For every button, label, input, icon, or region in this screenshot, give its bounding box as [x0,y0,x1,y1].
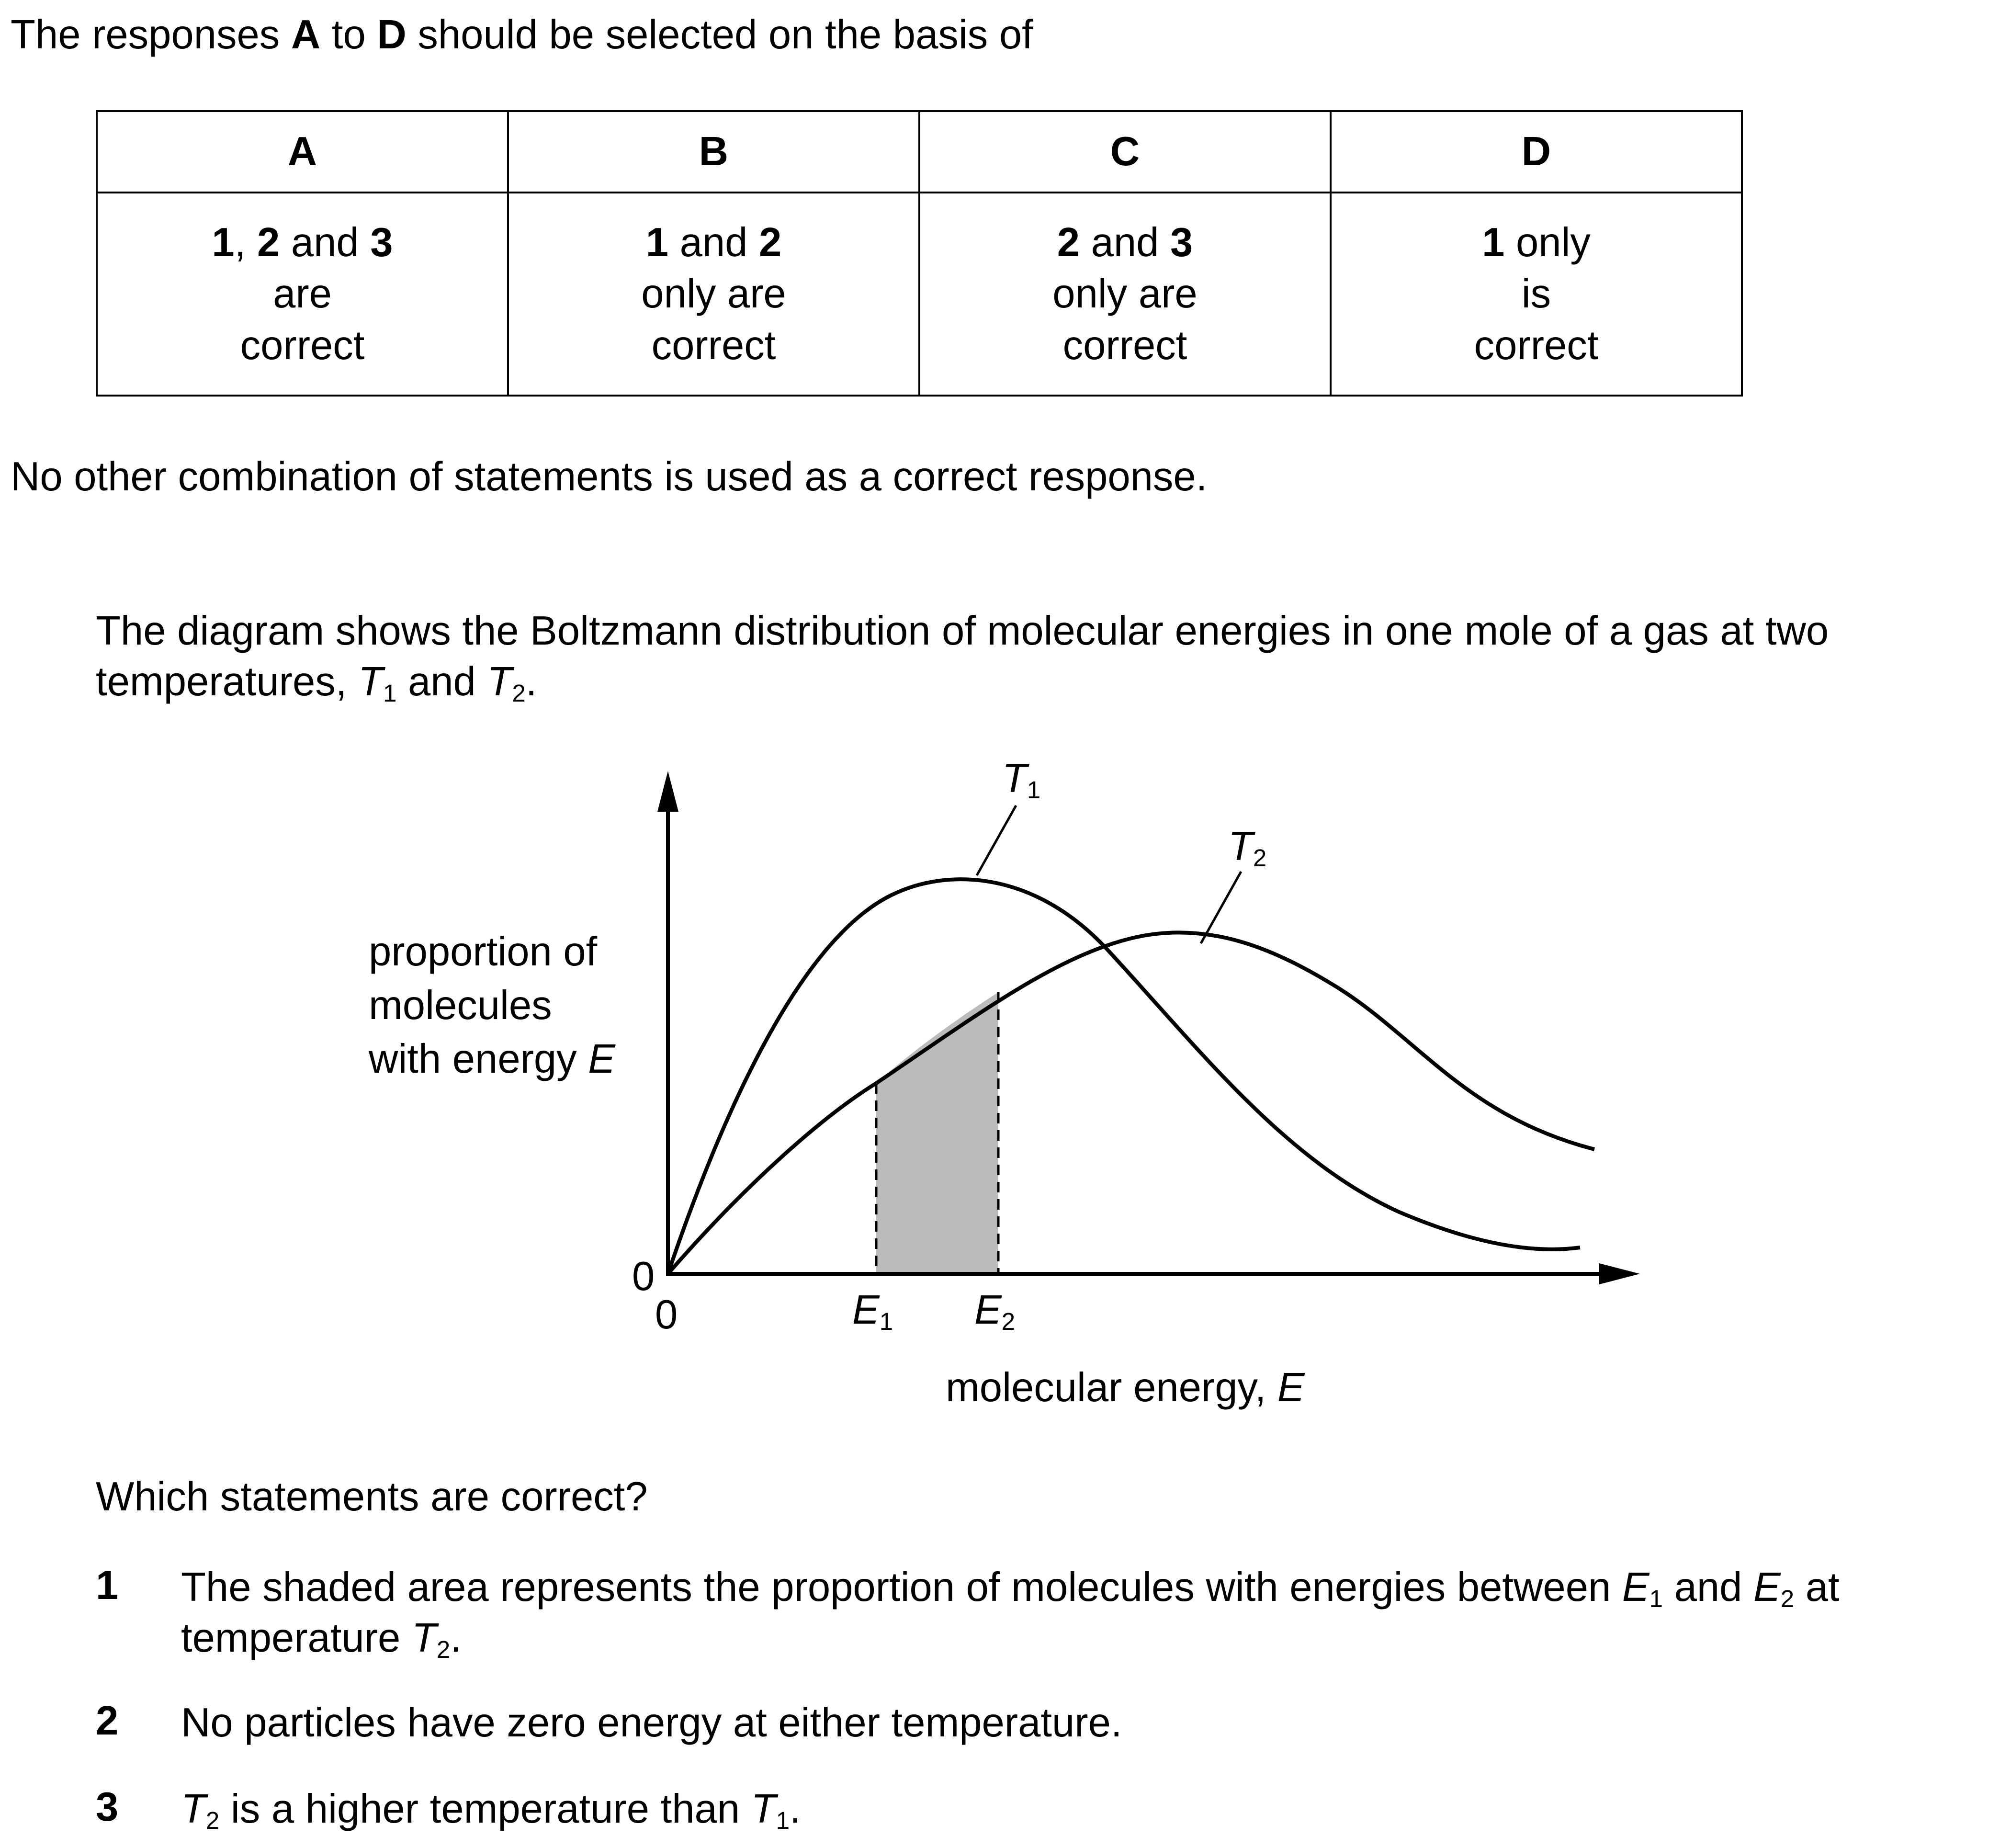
statement-1-text: The shaded area represents the proportion of molecules with energies between $E_1$ and $E_2$ at temperature $T_2$. [181,1565,1840,1663]
y-axis-arrowhead [657,771,678,812]
statement-3-text: $T_2$ is a higher temperature than $T_1$. [181,1786,801,1834]
key-header-d: D [1331,111,1742,193]
note-text: No other combination of statements is used as a correct response. [11,454,1208,499]
y-axis-label: proportion of molecules with energy E [369,929,615,1082]
prompt-text: Which statements are correct? [96,1474,648,1519]
e1-label: $E_1$ [852,1287,893,1335]
statement-3-number: 3 [96,1784,119,1830]
x-axis-label: molecular energy, E [946,1365,1305,1410]
key-cell-a: 1, 2 and 3 are correct [97,193,508,396]
curve-t1-label: $T_1$ [1002,756,1041,804]
key-cell-c: 2 and 3 only are correct [919,193,1331,396]
key-header-a: A [97,111,508,193]
key-cell-b: 1 and 2 only are correct [508,193,919,396]
x-origin-label: 0 [655,1292,678,1338]
key-header-b: B [508,111,919,193]
t1-leader-line [977,805,1016,875]
key-cell-d: 1 only is correct [1331,193,1742,396]
statement-1-number: 1 [96,1563,119,1608]
shaded-area-e1-e2 [876,992,998,1274]
curve-t2 [668,932,1594,1274]
y-origin-label: 0 [632,1254,655,1299]
e2-label: $E_2$ [974,1287,1016,1335]
t2-leader-line [1201,872,1241,943]
question-stem: The diagram shows the Boltzmann distribution of molecular energies in one mole of a gas at two temperatures, $T_1$ and $T_2$. [96,608,1829,707]
key-header-c: C [919,111,1331,193]
curve-t2-label: $T_2$ [1228,824,1267,872]
statement-2-number: 2 [96,1698,119,1744]
statement-2-text: No particles have zero energy at either temperature. [181,1700,1122,1746]
instructions-text: The responses A to D should be selected on the basis of [11,12,1033,57]
x-axis-arrowhead [1599,1263,1640,1284]
